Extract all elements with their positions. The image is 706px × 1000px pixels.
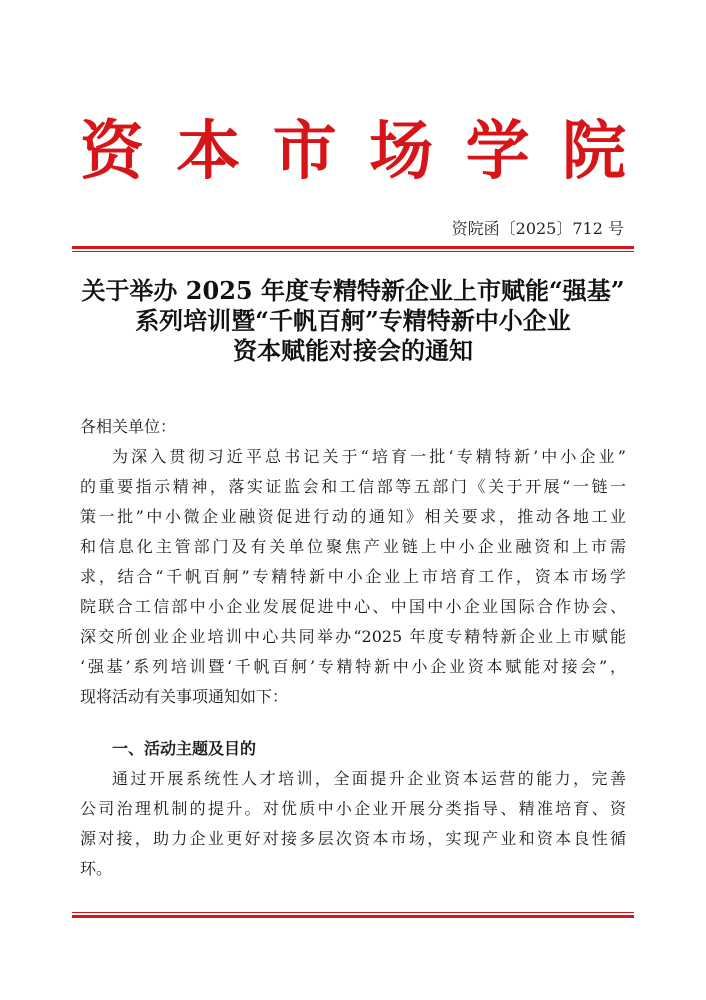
paragraph-line: 院联合工信部中小企业发展促进中心、中国中小企业国际合作协会、 [80, 597, 626, 616]
org-name-char: 本 [176, 114, 241, 189]
header-divider-thick [72, 246, 634, 249]
notice-title-line: 关于举办 2025 年度专精特新企业上市赋能“强基” [81, 276, 625, 305]
org-name-char: 市 [272, 114, 337, 189]
notice-title [60, 276, 646, 366]
org-name-char: 院 [561, 114, 626, 189]
paragraph-line: 环。 [80, 859, 113, 878]
org-name [80, 114, 626, 189]
org-name-char: 场 [369, 114, 434, 189]
section-heading: 一、活动主题及目的 [112, 739, 257, 758]
paragraph-line: 的重要指示精神，落实证监会和工信部等五部门《关于开展“一链一 [80, 477, 626, 496]
paragraph-line: 通过开展系统性人才培训，全面提升企业资本运营的能力，完善 [112, 769, 626, 788]
notice-title-line: 资本赋能对接会的通知 [233, 336, 473, 365]
paragraph-line: 深交所创业企业培训中心共同举办“2025 年度专精特新企业上市赋能 [80, 627, 626, 646]
salutation: 各相关单位： [80, 417, 177, 436]
footer-divider-thick [72, 915, 634, 918]
paragraph-line: 现将活动有关事项通知如下： [80, 687, 289, 706]
document-number: 资院函〔2025〕712 号 [451, 219, 624, 238]
paragraph-line: 和信息化主管部门及有关单位聚焦产业链上中小企业融资和上市需 [80, 537, 626, 556]
section-paragraph [80, 764, 626, 884]
paragraph-line: 为深入贯彻习近平总书记关于“培育一批‘专精特新’中小企业” [112, 447, 626, 466]
header-divider-thin [72, 251, 634, 252]
paragraph-line: 源对接，助力企业更好对接多层次资本市场，实现产业和资本良性循 [80, 829, 626, 848]
intro-paragraph [80, 442, 626, 712]
paragraph-line: ‘强基’系列培训暨‘千帆百舸’专精特新中小企业资本赋能对接会”， [80, 657, 626, 676]
paragraph-line: 公司治理机制的提升。对优质中小企业开展分类指导、精准培育、资 [80, 799, 626, 818]
org-name-char: 学 [465, 114, 530, 189]
footer-divider-thin [72, 912, 634, 913]
notice-title-line: 系列培训暨“千帆百舸”专精特新中小企业 [135, 306, 571, 335]
paragraph-line: 策一批”中小微企业融资促进行动的通知》相关要求，推动各地工业 [80, 507, 626, 526]
org-name-char: 资 [80, 114, 144, 189]
paragraph-line: 求，结合“千帆百舸”专精特新中小企业上市培育工作，资本市场学 [80, 567, 626, 586]
